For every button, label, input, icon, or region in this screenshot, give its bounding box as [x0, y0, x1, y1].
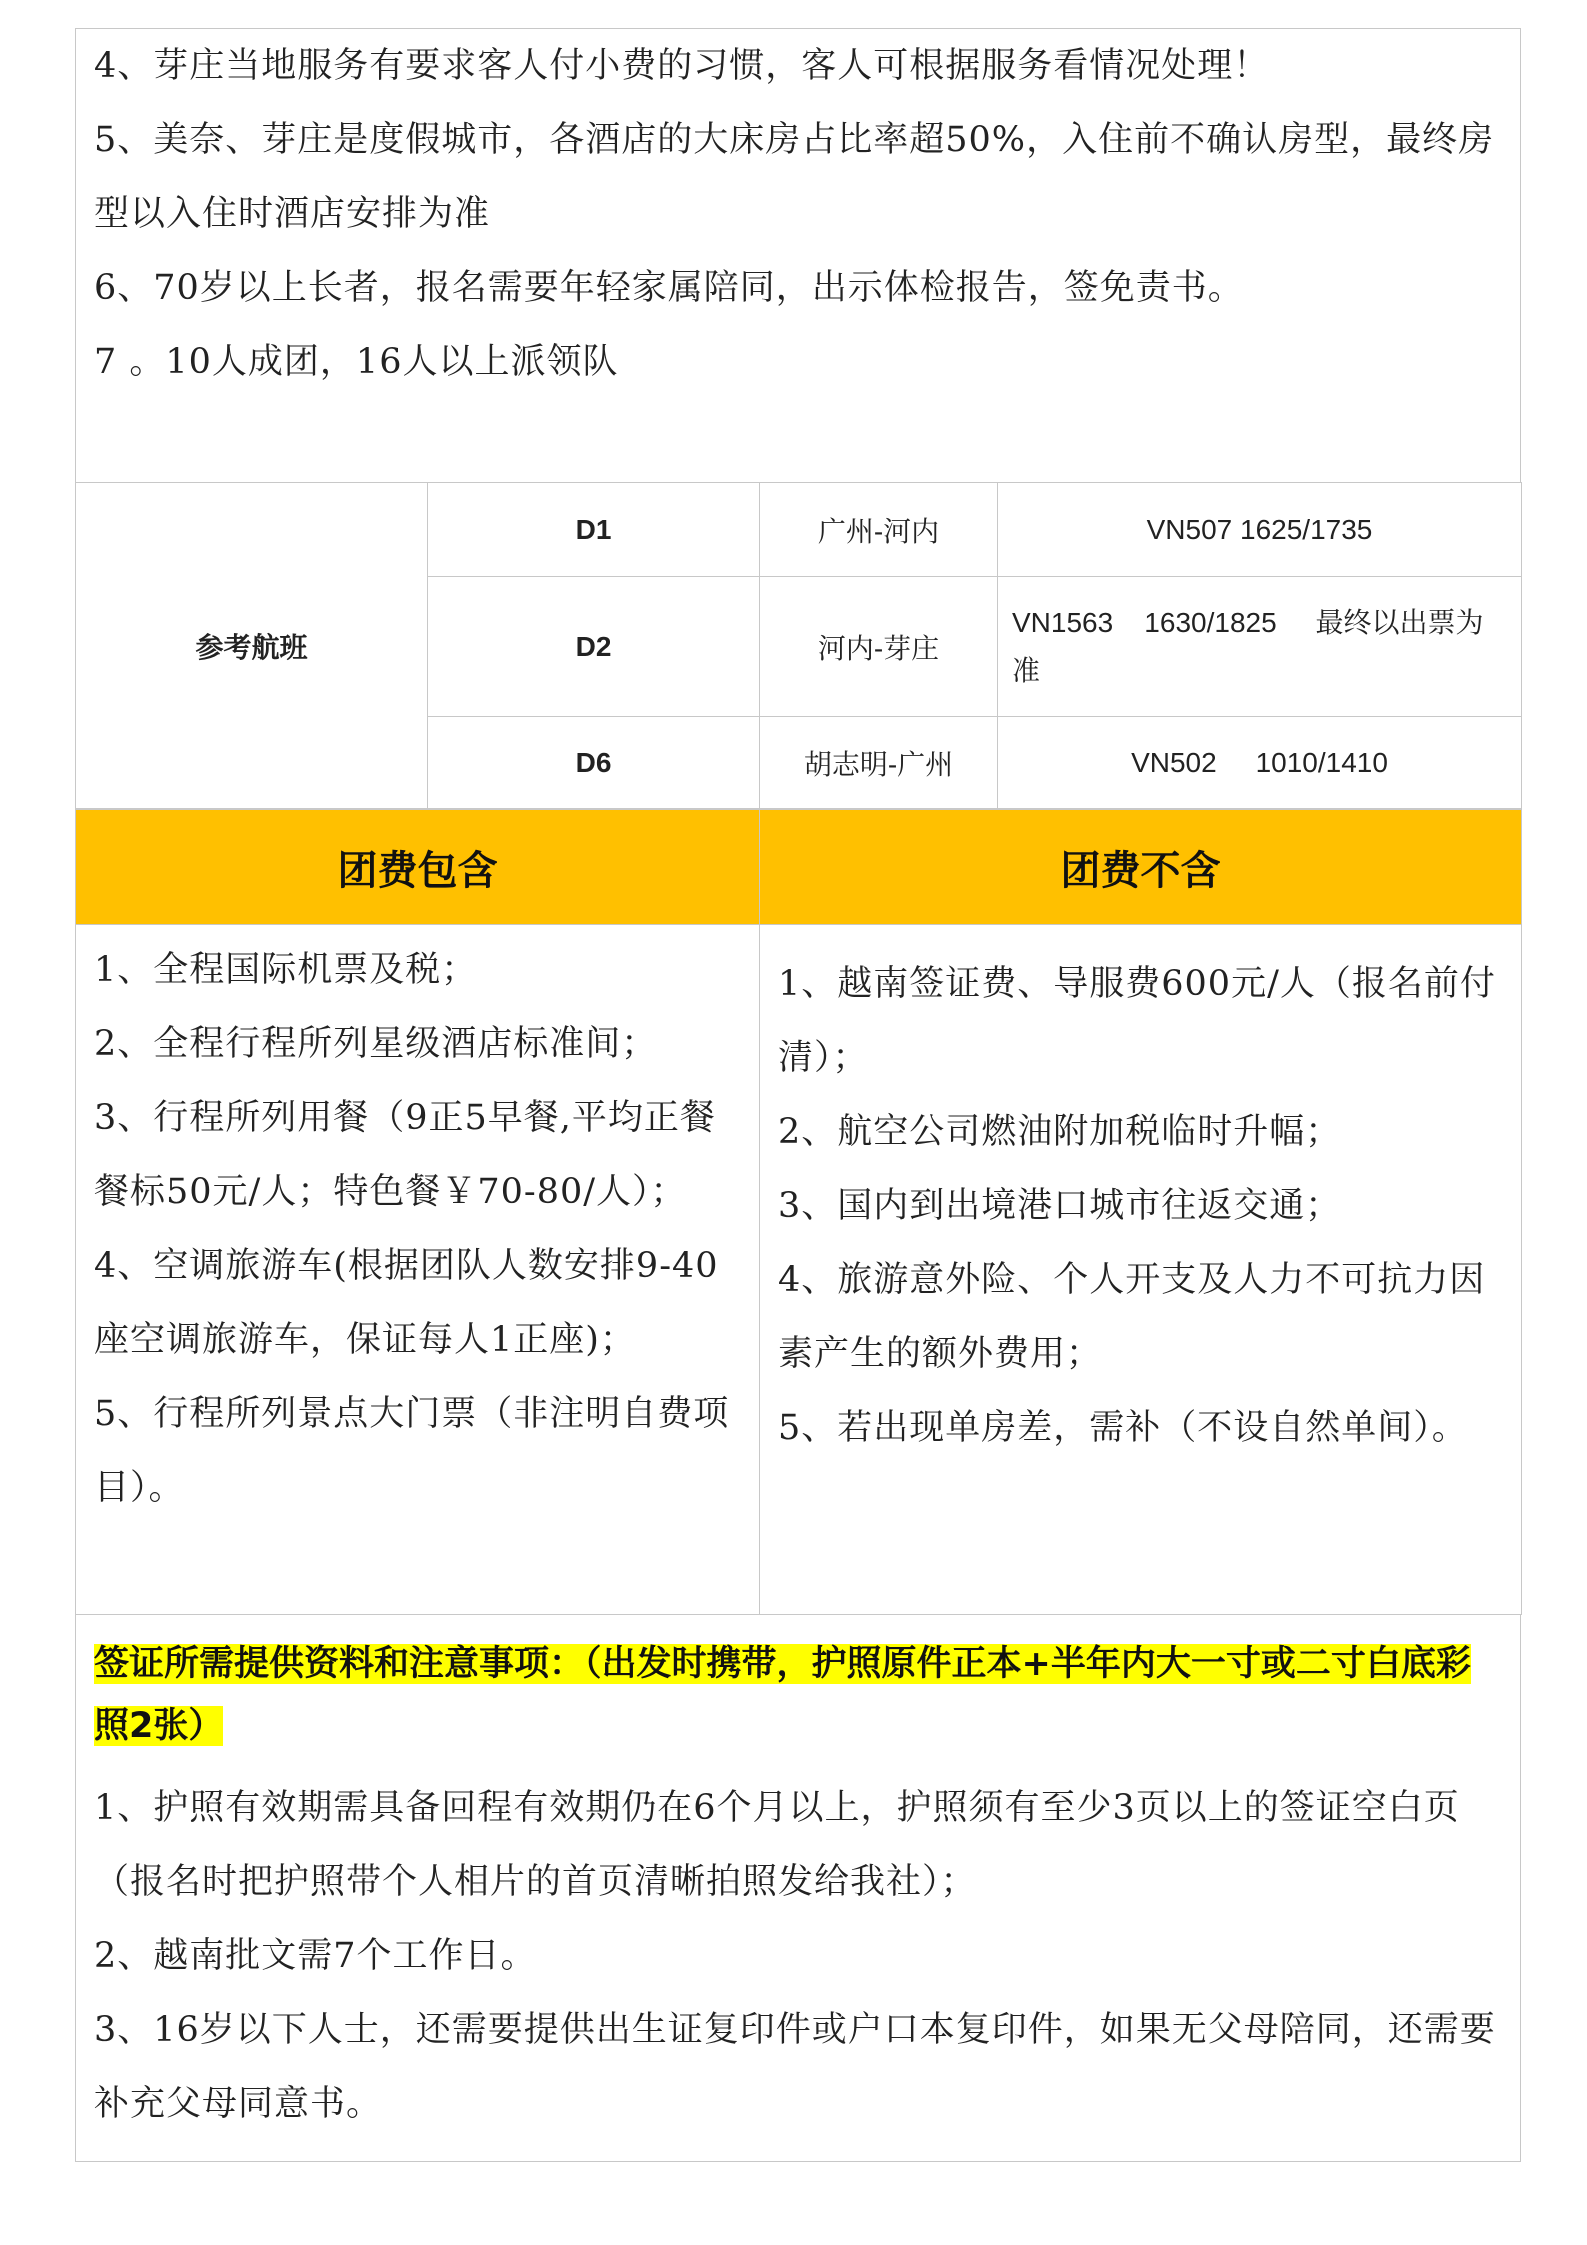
note-item: 7 。10人成团，16人以上派领队 [94, 342, 619, 382]
flight-day: D6 [428, 717, 760, 809]
note-item: 5、美奈、芽庄是度假城市，各酒店的大床房占比率超50%，入住前不确认房型，最终房型以入住时酒店安排为准 [94, 120, 1495, 234]
visa-heading [94, 1633, 1502, 1757]
list-item: 1、越南签证费、导服费600元/人（报名前付清）； [778, 964, 1496, 1078]
flight-day: D2 [428, 577, 760, 717]
list-item: 5、行程所列景点大门票（非注明自费项目）。 [94, 1394, 730, 1508]
visa-heading-text: 签证所需提供资料和注意事项：（出发时携带，护照原件正本+半年内大一寸或二寸白底彩照2张） [94, 1644, 1471, 1746]
flight-number: VN1563 1630/1825 最终以出票为准 [998, 577, 1522, 717]
list-item: 3、行程所列用餐（9正5早餐,平均正餐餐标50元/人；特色餐￥70-80/人）； [94, 1098, 716, 1212]
fees-exclude-title: 团费不含 [760, 810, 1522, 925]
list-item: 5、若出现单房差，需补（不设自然单间）。 [778, 1408, 1468, 1448]
fees-table [75, 809, 1522, 1615]
visa-item: 2、越南批文需7个工作日。 [94, 1936, 537, 1976]
list-item: 2、全程行程所列星级酒店标准间； [94, 1024, 658, 1064]
flight-route: 广州-河内 [760, 483, 998, 577]
notes-section [75, 28, 1521, 482]
list-item: 4、旅游意外险、个人开支及人力不可抗力因素产生的额外费用； [778, 1260, 1486, 1374]
flight-route: 河内-芽庄 [760, 577, 998, 717]
list-item: 2、航空公司燃油附加税临时升幅； [778, 1112, 1342, 1152]
visa-item: 3、16岁以下人士，还需要提供出生证复印件或户口本复印件，如果无父母陪同，还需要补充父母同意书。 [94, 2010, 1496, 2124]
flight-label: 参考航班 [76, 483, 428, 809]
flight-route: 胡志明-广州 [760, 717, 998, 809]
flight-number: VN507 1625/1735 [998, 483, 1522, 577]
fees-include-title: 团费包含 [76, 810, 760, 925]
visa-item: 1、护照有效期需具备回程有效期仍在6个月以上，护照须有至少3页以上的签证空白页（报名时把护照带个人相片的首页清晰拍照发给我社）； [94, 1788, 1460, 1902]
list-item: 3、国内到出境港口城市往返交通； [778, 1186, 1342, 1226]
visa-section [75, 1615, 1521, 2162]
flight-table [75, 482, 1522, 809]
flight-number: VN502 1010/1410 [998, 717, 1522, 809]
note-item: 4、芽庄当地服务有要求客人付小费的习惯，客人可根据服务看情况处理！ [94, 46, 1270, 86]
fees-include-list [76, 925, 760, 1615]
note-item: 6、70岁以上长者，报名需要年轻家属陪同，出示体检报告，签免责书。 [94, 268, 1244, 308]
flight-row [76, 483, 1522, 577]
fees-exclude-list [760, 925, 1522, 1615]
list-item: 1、全程国际机票及税； [94, 950, 478, 990]
document-page [75, 28, 1521, 2162]
flight-day: D1 [428, 483, 760, 577]
list-item: 4、空调旅游车(根据团队人数安排9-40座空调旅游车，保证每人1正座)； [94, 1246, 719, 1360]
